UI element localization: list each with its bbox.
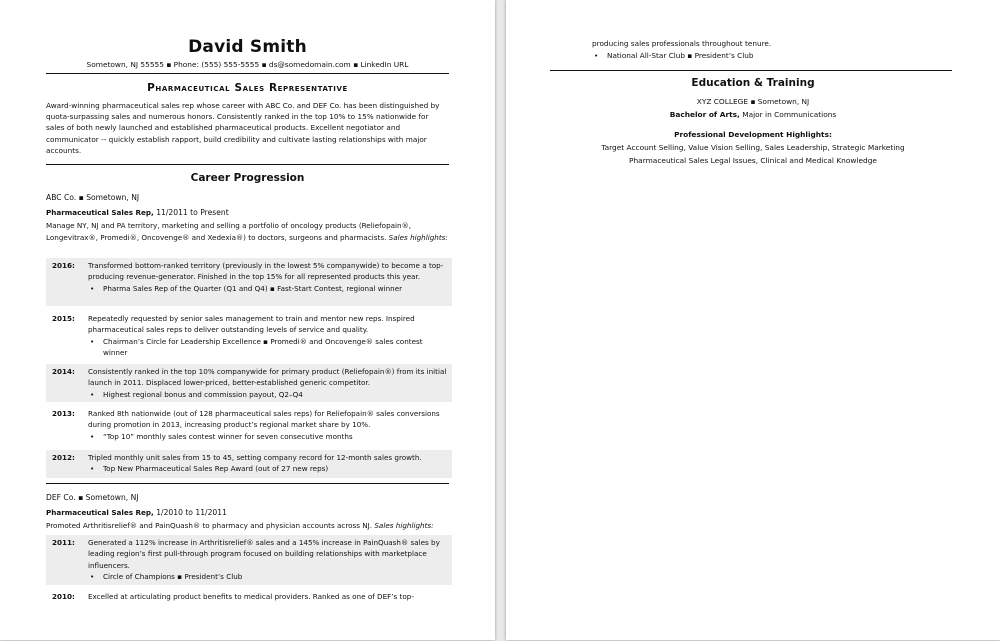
degree-rest: Major in Communications: [742, 110, 837, 119]
achievement-bullet: • “Top 10” monthly sales contest winner for seven consecutive months: [88, 431, 448, 442]
divider: [46, 483, 449, 484]
divider: [46, 164, 449, 165]
achievement-bullet: • Pharma Sales Rep of the Quarter (Q1 and Q4) ▪ Fast-Start Contest, regional winner: [88, 283, 448, 294]
achievement-text: Generated a 112% increase in Arthritisrelief® sales and a 145% increase in PainQuash® sales by leading region’s first pull-through program focused on building relationships with marketplace influencers.: [88, 538, 440, 570]
achievement-row: [46, 258, 452, 306]
resume-title: Pharmaceutical Sales Representative: [147, 82, 348, 94]
achievement-year: 2016:: [52, 261, 75, 270]
candidate-name: David Smith: [188, 37, 307, 57]
career-heading: Career Progression: [190, 172, 305, 184]
pd-line-1: Target Account Selling, Value Vision Selling, Sales Leadership, Strategic Marketing: [601, 143, 905, 152]
job2-desc-text: Promoted Arthritisrelief® and PainQuash® to pharmacy and physician accounts across NJ.: [46, 521, 373, 530]
job1-desc-tail: Sales highlights:: [388, 233, 448, 242]
achievement-row: [46, 450, 452, 478]
divider: [46, 73, 449, 74]
achievement-row: [46, 364, 452, 402]
resume-page-2: [506, 0, 1000, 640]
achievement-row: [46, 311, 452, 361]
achievement-year: 2012:: [52, 453, 75, 462]
achievement-bullet: • Highest regional bonus and commission payout, Q2–Q4: [88, 389, 448, 400]
achievement-text: Transformed bottom-ranked territory (previously in the lowest 5% companywide) to become a top-producing revenue-generator. Finished in the top 15% for all represented products this year.: [88, 261, 444, 282]
job1-description: [46, 220, 449, 244]
achievement-text: Tripled monthly unit sales from 15 to 45, setting company record for 12-month sales growth.: [88, 453, 422, 462]
achievement-bullet: • Circle of Champions ▪ President’s Club: [88, 571, 448, 582]
degree-bold: Bachelor of Arts,: [669, 110, 740, 119]
achievement-bullet: • Chairman’s Circle for Leadership Excellence ▪ Promedi® and Oncovenge® sales contest winner: [88, 336, 448, 359]
resume-page-1: [0, 0, 495, 640]
achievement-text: Repeatedly requested by senior sales management to train and mentor new reps. Inspired pharmaceutical sales reps to deliver outstanding levels of service and quality.: [88, 314, 415, 335]
job2-description: [46, 520, 449, 532]
continued-bullet: • National All-Star Club ▪ President’s Club: [592, 51, 754, 60]
achievement-year: 2011:: [52, 538, 75, 547]
achievement-year: 2015:: [52, 314, 75, 323]
job1-role: [46, 208, 229, 217]
job2-role-title: Pharmaceutical Sales Rep,: [46, 508, 154, 517]
education-heading: Education & Training: [691, 77, 815, 89]
job2-role: [46, 508, 227, 517]
job1-role-dates: 11/2011 to Present: [156, 208, 229, 217]
job2-role-dates: 1/2010 to 11/2011: [156, 508, 227, 517]
achievement-text: Consistently ranked in the top 10% companywide for primary product (Reliefopain®) from its initial launch in 2011. Displaced lower-priced, better-established generic competitor.: [88, 367, 447, 388]
achievement-year: 2010:: [52, 592, 75, 601]
continued-text: producing sales professionals throughout tenure.: [592, 39, 772, 48]
achievement-bullet: • Top New Pharmaceutical Sales Rep Award (out of 27 new reps): [88, 463, 448, 474]
achievement-row: [46, 406, 452, 446]
achievement-text: Excelled at articulating product benefits to medical providers. Ranked as one of DEF’s top-: [88, 592, 414, 601]
job2-desc-tail: Sales highlights:: [374, 521, 434, 530]
job2-company: DEF Co. ▪ Sometown, NJ: [46, 493, 139, 502]
achievement-row: [46, 535, 452, 585]
degree-line: [506, 110, 1000, 119]
achievement-text: Ranked 8th nationwide (out of 128 pharmaceutical sales reps) for Reliefopain® sales conversions during promotion in 2013, increasing product’s regional market share by 10%.: [88, 409, 440, 430]
job1-desc-text: Manage NY, NJ and PA territory, marketing and selling a portfolio of oncology products (Reliefopain®, Longevitrax®, Promedi®, Oncovenge® and Xedexia®) to doctors, surgeons and pharmacists.: [46, 221, 412, 242]
pd-line-2: Pharmaceutical Sales Legal Issues, Clinical and Medical Knowledge: [629, 156, 877, 165]
contact-line: Sometown, NJ 55555 ▪ Phone: (555) 555-5555 ▪ ds@somedomain.com ▪ LinkedIn URL: [86, 60, 409, 69]
achievement-row: [46, 589, 452, 605]
divider: [550, 70, 952, 71]
pd-heading: Professional Development Highlights:: [674, 130, 832, 139]
job1-role-title: Pharmaceutical Sales Rep,: [46, 208, 154, 217]
college-line: XYZ COLLEGE ▪ Sometown, NJ: [696, 97, 810, 106]
summary-paragraph: Award-winning pharmaceutical sales rep whose career with ABC Co. and DEF Co. has been distinguished by quota-surpassing sales and numerous honors. Consistently ranked in the top 10% to 15% nationwide for sales of both newly launched and established pharmaceutical products. Excellent negotiator and communicator -- quickly establish rapport, build credibility and cultivate lasting relationships with major accounts.: [46, 101, 440, 155]
job1-company: ABC Co. ▪ Sometown, NJ: [46, 193, 140, 202]
achievement-year: 2013:: [52, 409, 75, 418]
achievement-year: 2014:: [52, 367, 75, 376]
